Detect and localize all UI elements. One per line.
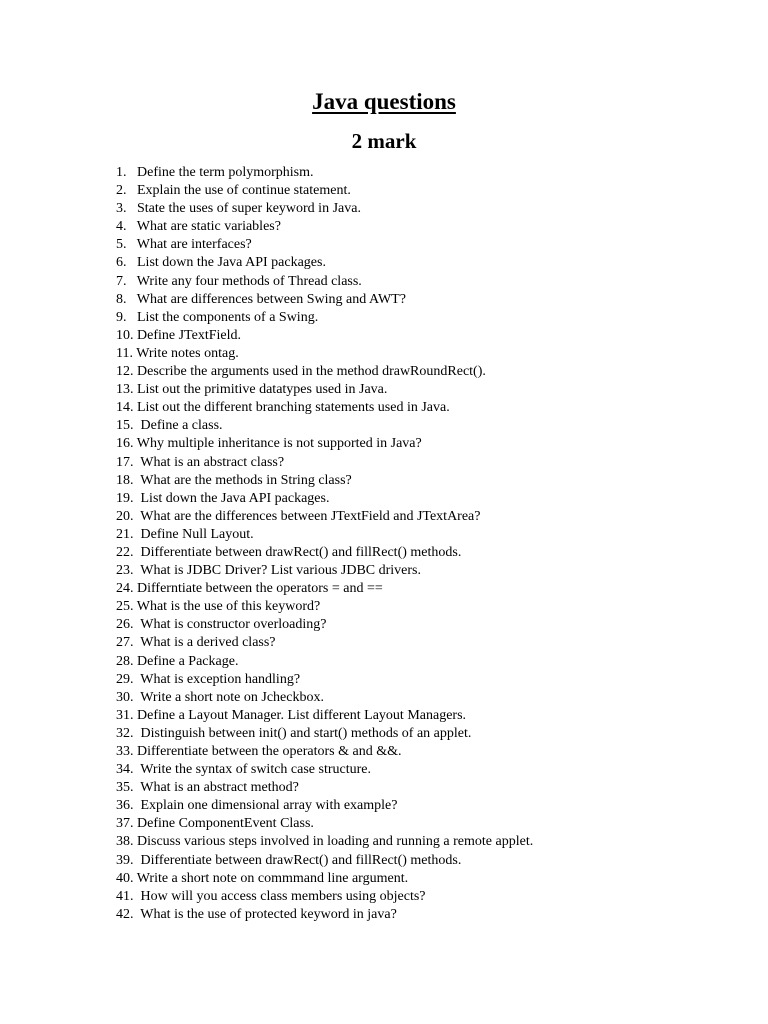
document-title xyxy=(0,86,768,118)
question-item: 22. Differentiate between drawRect() and fillRect() methods. xyxy=(116,544,462,560)
question-item: 20. What are the differences between JTextField and JTextArea? xyxy=(116,508,481,524)
question-item: 18. What are the methods in String class? xyxy=(116,472,352,488)
question-item: 2. Explain the use of continue statement. xyxy=(116,183,351,199)
question-item: 1. Define the term polymorphism. xyxy=(116,165,314,180)
question-item: 26. What is constructor overloading? xyxy=(116,617,327,633)
question-item: 40. Write a short note on commmand line argument. xyxy=(116,870,409,886)
document-subtitle: 2 mark xyxy=(351,129,417,153)
question-item: 6. List down the Java API packages. xyxy=(116,255,326,271)
question-item: 37. Define ComponentEvent Class. xyxy=(116,816,314,832)
question-item: 35. What is an abstract method? xyxy=(116,780,299,796)
question-item: 5. What are interfaces? xyxy=(116,237,252,253)
question-item: 13. List out the primitive datatypes used in Java. xyxy=(116,382,388,398)
question-item: 24. Differntiate between the operators = and == xyxy=(116,581,383,597)
question-item: 38. Discuss various steps involved in loading and running a remote applet. xyxy=(116,834,534,850)
question-item: 15. Define a class. xyxy=(116,418,223,434)
question-item: 32. Distinguish between init() and start() methods of an applet. xyxy=(116,725,472,741)
question-item: 7. Write any four methods of Thread class. xyxy=(116,273,362,289)
question-item: 14. List out the different branching statements used in Java. xyxy=(116,400,450,416)
question-item: 27. What is a derived class? xyxy=(116,635,276,651)
question-item: 11. Write notes ontag. xyxy=(116,345,239,361)
question-item: 25. What is the use of this keyword? xyxy=(116,599,321,615)
question-item: 30. Write a short note on Jcheckbox. xyxy=(116,689,324,705)
question-item: 39. Differentiate between drawRect() and fillRect() methods. xyxy=(116,852,462,868)
question-item: 41. How will you access class members using objects? xyxy=(116,888,426,904)
question-item: 9. List the components of a Swing. xyxy=(116,309,319,325)
question-item: 33. Differentiate between the operators & and &&. xyxy=(116,744,402,759)
question-item: 19. List down the Java API packages. xyxy=(116,490,330,506)
document-title-text: Java questions xyxy=(312,89,456,114)
question-item: 42. What is the use of protected keyword in java? xyxy=(116,906,397,922)
question-item: 8. What are differences between Swing and AWT? xyxy=(116,291,406,307)
question-item: 3. State the uses of super keyword in Java. xyxy=(116,201,361,217)
question-item: 4. What are static variables? xyxy=(116,219,281,235)
question-item: 28. Define a Package. xyxy=(116,653,239,669)
question-item: 16. Why multiple inheritance is not supported in Java? xyxy=(116,436,422,452)
question-list xyxy=(116,164,533,924)
question-item: 36. Explain one dimensional array with example? xyxy=(116,798,398,814)
question-item: 21. Define Null Layout. xyxy=(116,526,254,542)
question-item: 12. Describe the arguments used in the method drawRoundRect(). xyxy=(116,364,486,380)
question-item: 10. Define JTextField. xyxy=(116,327,241,343)
question-item: 17. What is an abstract class? xyxy=(116,454,285,470)
question-item: 31. Define a Layout Manager. List different Layout Managers. xyxy=(116,707,467,723)
question-item: 34. Write the syntax of switch case structure. xyxy=(116,762,371,778)
question-item: 29. What is exception handling? xyxy=(116,671,301,687)
question-item: 23. What is JDBC Driver? List various JDBC drivers. xyxy=(116,563,421,579)
